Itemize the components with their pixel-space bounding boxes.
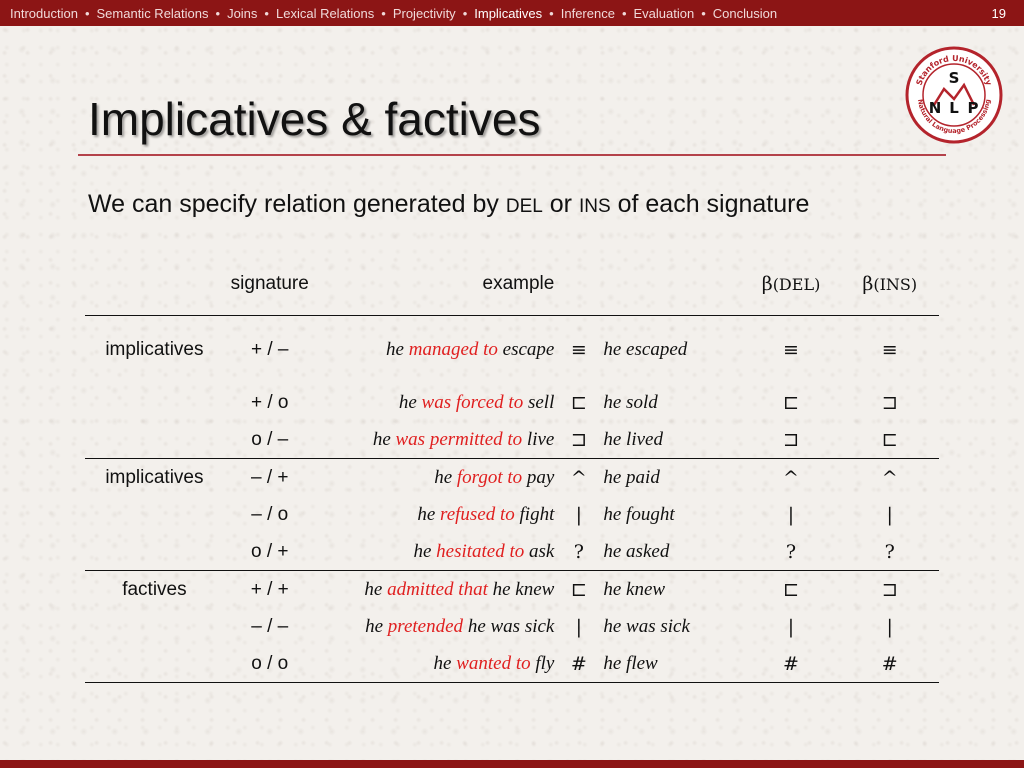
table-row [85, 384, 939, 421]
nav-item-joins[interactable]: Joins [227, 5, 258, 21]
signature-cell: o / + [224, 533, 316, 571]
table-row [85, 608, 939, 645]
result-cell: he lived [597, 421, 741, 459]
example-complement: fight [519, 503, 555, 525]
table-header-row [85, 252, 939, 316]
nav-item-evaluation[interactable]: Evaluation [633, 5, 695, 21]
signature-cell: – / o [251, 503, 289, 525]
bottom-bar [0, 760, 1024, 768]
result-cell: he asked [597, 533, 741, 571]
example-cell [316, 608, 561, 645]
header-beta-ins [840, 252, 939, 316]
beta-ins-cell: ⊐ [881, 391, 898, 414]
section-breadcrumb [0, 6, 777, 21]
beta-ins-cell: ? [840, 533, 939, 571]
nav-separator: • [621, 5, 627, 21]
example-complement: he was sick [467, 615, 555, 637]
logo-letter-n: N [928, 99, 942, 117]
signature-cell: + / + [224, 571, 316, 609]
subtitle-text-mid: or [549, 190, 572, 218]
category-cell [85, 496, 224, 533]
nav-separator: • [462, 5, 468, 21]
subtitle-ins: INS [578, 196, 611, 217]
logo-letter-l: L [949, 99, 959, 117]
signature-cell: + / – [224, 316, 316, 385]
beta-ins-cell: ≡ [840, 316, 939, 385]
relation-cell: ⊏ [560, 571, 597, 609]
example-complement: fly [535, 652, 555, 674]
example-cell [316, 533, 561, 571]
table-row [85, 496, 939, 533]
signature-cell: – / + [224, 459, 316, 497]
result-cell: he flew [597, 645, 741, 683]
example-cell [316, 384, 561, 421]
example-verb: managed to [408, 339, 498, 360]
title-divider [78, 154, 946, 156]
beta-ins-cell: | [886, 615, 893, 638]
example-cell [316, 496, 561, 533]
beta-ins-cell: ⊏ [840, 421, 939, 459]
example-subject: he [413, 540, 432, 562]
nav-item-semantic-relations[interactable]: Semantic Relations [96, 5, 209, 21]
example-complement: sell [527, 391, 555, 413]
stanford-nlp-logo [904, 45, 1004, 145]
example-verb: admitted that [387, 578, 488, 600]
example-subject: he [386, 339, 404, 360]
example-verb: was forced to [421, 391, 524, 413]
table-row [85, 459, 939, 497]
example-cell [316, 645, 561, 683]
result-cell: he escaped [597, 316, 741, 385]
nav-separator: • [701, 5, 706, 21]
example-verb: hesitated to [436, 540, 525, 562]
category-cell [85, 533, 224, 571]
example-complement: pay [526, 466, 555, 488]
table-row [85, 571, 939, 609]
beta-del-cell: ⊏ [782, 391, 800, 414]
header-beta-del-label: (DEL) [772, 274, 821, 294]
table-row [85, 533, 939, 571]
logo-letter-s: S [948, 69, 960, 87]
beta-ins-cell: # [840, 645, 939, 683]
subtitle-del: DEL [505, 196, 543, 217]
example-subject: he [372, 428, 391, 450]
category-cell [85, 645, 224, 683]
beta-symbol: β [862, 272, 874, 295]
signature-cell: + / o [251, 391, 289, 413]
category-cell: implicatives [85, 459, 224, 497]
beta-del-cell: ^ [742, 459, 841, 497]
nav-separator: • [264, 5, 269, 21]
nav-separator: • [381, 5, 386, 21]
example-complement: escape [502, 339, 555, 360]
signature-cell: – / – [251, 615, 289, 637]
slide-subtitle [88, 190, 809, 219]
category-cell [85, 421, 224, 459]
table-row [85, 421, 939, 459]
example-subject: he [365, 615, 384, 637]
example-subject: he [433, 652, 452, 674]
example-cell [316, 316, 561, 385]
category-cell: implicatives [85, 316, 224, 385]
beta-ins-cell: | [886, 503, 893, 526]
example-verb: was permitted to [395, 428, 523, 450]
signature-cell: o / o [224, 645, 316, 683]
logo-top-text: Stanford University [914, 53, 994, 87]
top-navigation-bar [0, 0, 1024, 26]
nav-separator: • [84, 5, 90, 21]
relation-cell: ? [560, 533, 597, 571]
example-complement: he knew [492, 578, 555, 600]
beta-ins-cell: ⊐ [840, 571, 939, 609]
relation-cell: | [575, 615, 583, 638]
nav-item-conclusion[interactable]: Conclusion [712, 5, 778, 21]
beta-del-cell: ⊐ [742, 421, 841, 459]
beta-del-cell: | [787, 503, 795, 526]
relation-cell: ⊐ [560, 421, 597, 459]
beta-del-cell: ≡ [742, 316, 841, 385]
relation-cell: ^ [560, 459, 597, 497]
beta-del-cell: | [787, 615, 795, 638]
signature-cell: o / – [224, 421, 316, 459]
logo-letter-p: P [967, 99, 979, 117]
beta-symbol: β [761, 272, 773, 295]
nav-item-introduction[interactable]: Introduction [10, 5, 78, 21]
example-cell [316, 571, 561, 609]
signature-table [85, 252, 939, 683]
beta-del-cell: # [742, 645, 841, 683]
header-relation [560, 252, 597, 316]
beta-del-cell: ? [742, 533, 841, 571]
nav-separator: • [215, 5, 221, 21]
result-cell: he sold [603, 391, 658, 413]
subtitle-text-post: of each signature [617, 190, 810, 218]
example-subject: he [364, 578, 383, 600]
example-complement: ask [529, 540, 555, 562]
relation-cell: | [575, 503, 583, 526]
example-cell [316, 421, 561, 459]
category-cell: factives [85, 571, 224, 609]
header-example: example [316, 252, 561, 316]
example-verb: forgot to [456, 466, 523, 488]
header-beta-ins-label: (INS) [873, 274, 918, 294]
relation-cell: # [560, 645, 597, 683]
beta-del-cell: ⊏ [742, 571, 841, 609]
page-number: 19 [991, 6, 1006, 21]
slide-title: Implicatives & factives [88, 93, 541, 145]
relation-cell: ≡ [560, 316, 597, 385]
example-verb: refused to [440, 503, 515, 525]
example-subject: he [434, 466, 453, 488]
header-result [597, 252, 741, 316]
example-subject: he [398, 391, 417, 413]
category-cell [85, 608, 224, 645]
example-verb: pretended [387, 615, 464, 637]
example-verb: wanted to [456, 652, 531, 674]
table-row [85, 645, 939, 683]
header-beta-del [742, 252, 841, 316]
table-row [85, 316, 939, 385]
example-cell [316, 459, 561, 497]
nav-item-lexical-relations[interactable]: Lexical Relations [275, 5, 375, 21]
subtitle-text-pre: We can specify relation generated by [88, 190, 499, 218]
example-complement: live [526, 428, 555, 450]
nav-item-inference[interactable]: Inference [560, 5, 615, 21]
header-category [85, 252, 224, 316]
beta-ins-cell: ^ [840, 459, 939, 497]
result-cell: he was sick [603, 615, 690, 637]
category-cell [85, 384, 224, 421]
logo-bottom-text: Natural Language Processing [916, 98, 992, 136]
header-signature: signature [224, 252, 316, 316]
nav-item-projectivity[interactable]: Projectivity [392, 5, 456, 21]
example-subject: he [417, 503, 436, 525]
relation-cell: ⊏ [570, 391, 587, 414]
result-cell: he knew [597, 571, 741, 609]
nav-item-implicatives[interactable]: Implicatives [474, 5, 543, 21]
result-cell: he fought [603, 503, 675, 525]
nav-separator: • [549, 5, 554, 21]
result-cell: he paid [597, 459, 741, 497]
